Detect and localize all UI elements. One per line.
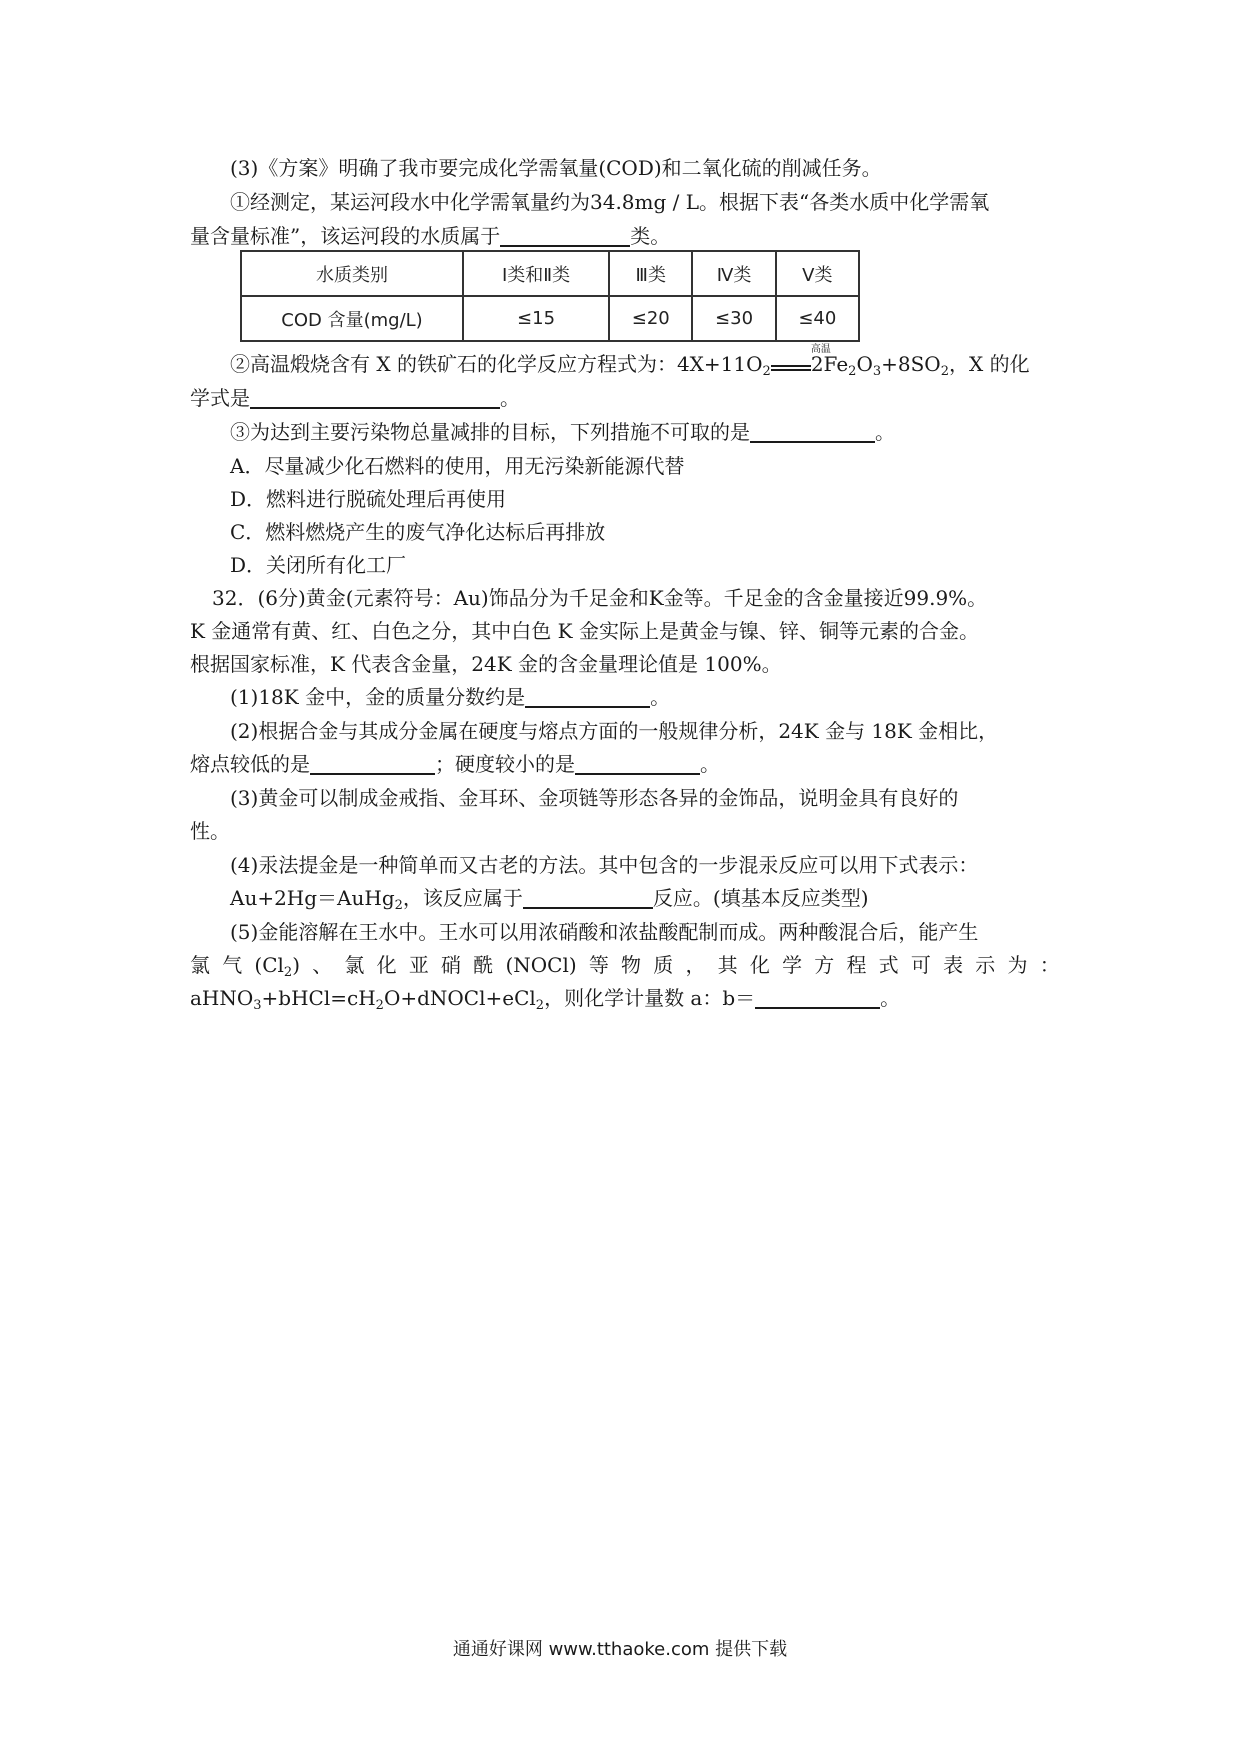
subscript: 2 xyxy=(283,965,293,980)
equation-text: O+dNOCl+eCl xyxy=(383,986,536,1010)
q32-p2-text: ；硬度较小的是 xyxy=(435,752,575,776)
q32-part3-line2: 性。 xyxy=(190,819,230,843)
text-char: 表 xyxy=(943,953,964,977)
equation-text: O xyxy=(856,352,873,376)
q32-part1 xyxy=(190,681,1060,714)
answer-blank-softer[interactable] xyxy=(575,751,700,775)
text-char: 质 xyxy=(653,953,674,977)
option-c: C．燃料燃烧产生的废气净化达标后再排放 xyxy=(230,520,606,544)
q31-s3-line xyxy=(190,416,1060,449)
subscript: 2 xyxy=(394,898,403,913)
table-cell: Ⅰ类和Ⅱ类 xyxy=(463,251,609,296)
text-char: 为 xyxy=(1007,953,1028,977)
reaction-arrow xyxy=(771,344,831,371)
text-char: 硝 xyxy=(441,953,462,977)
answer-blank-mass-fraction[interactable] xyxy=(525,684,650,708)
q32-p5-end: 。 xyxy=(880,986,901,1010)
table-cell: ≤40 xyxy=(776,296,859,341)
text-char: 、 xyxy=(312,953,333,977)
answer-blank-ratio[interactable] xyxy=(755,985,880,1009)
equation-text: Au+2Hg＝AuHg xyxy=(230,886,395,910)
table-cell: Ⅳ类 xyxy=(692,251,775,296)
q31-s2-text: 学式是 xyxy=(190,386,250,410)
q31-s3-end: 。 xyxy=(875,420,895,444)
subscript: 2 xyxy=(762,364,771,379)
subscript: 3 xyxy=(872,364,882,379)
text-char: ) xyxy=(292,953,301,977)
text-char: 化 xyxy=(749,953,770,977)
table-row xyxy=(241,296,859,341)
text-char: 酰 xyxy=(473,953,494,977)
q32-part4-line1: (4)汞法提金是一种简单而又古老的方法。其中包含的一步混汞反应可以用下式表示： xyxy=(230,853,979,877)
text-char: 氯 xyxy=(190,953,210,977)
equation-text: 2Fe xyxy=(810,352,849,376)
q32-part5-line2 xyxy=(190,949,1060,982)
text-char: 式 xyxy=(878,953,899,977)
table-cell: ≤30 xyxy=(692,296,775,341)
q32-part5-line1: (5)金能溶解在王水中。王水可以用浓硝酸和浓盐酸配制而成。两种酸混合后，能产生 xyxy=(230,920,979,944)
subscript: 2 xyxy=(375,998,384,1013)
text-char: 示 xyxy=(975,953,996,977)
text-char: (Cl xyxy=(254,953,284,977)
text-char: 氯 xyxy=(344,953,365,977)
q32-p2-end: 。 xyxy=(700,752,720,776)
q32-part4-line2 xyxy=(190,882,1060,915)
q32-intro-line2: K 金通常有黄、红、白色之分，其中白色 K 金实际上是黄金与镍、锌、铜等元素的合金。 xyxy=(190,619,979,643)
equation-text: +8SO xyxy=(881,352,941,376)
table-cell: ≤20 xyxy=(609,296,692,341)
q32-part3-line1: (3)黄金可以制成金戒指、金耳环、金项链等形态各异的金饰品，说明金具有良好的 xyxy=(230,786,959,810)
text-char: 等 xyxy=(588,953,609,977)
table-cell: COD 含量(mg/L) xyxy=(241,296,463,341)
text-char: 程 xyxy=(846,953,867,977)
text-char: 物 xyxy=(621,953,642,977)
answer-blank-formula-x[interactable] xyxy=(250,385,500,409)
table-cell: Ⅴ类 xyxy=(776,251,859,296)
equation-text: +bHCl=cH xyxy=(261,986,376,1010)
option-d1: D．燃料进行脱硫处理后再使用 xyxy=(230,487,507,511)
text-char: 可 xyxy=(910,953,931,977)
subscript: 2 xyxy=(940,364,949,379)
text-chunk xyxy=(254,949,300,982)
q31-s1-text: 量含量标准”，该运河段的水质属于 xyxy=(190,224,501,248)
equation-text: ②高温煅烧含有 X 的铁矿石的化学反应方程式为：4X+11O xyxy=(230,352,763,376)
subscript: 3 xyxy=(253,998,262,1013)
text-char: 其 xyxy=(717,953,738,977)
equation-text: aHNO xyxy=(190,986,254,1010)
q32-intro-line1: 32．(6分)黄金(元素符号：Au)饰品分为千足金和K金等。千足金的含金量接近99.9%。 xyxy=(212,586,988,610)
subscript: 2 xyxy=(848,364,857,379)
table-cell: ≤15 xyxy=(463,296,609,341)
q32-p2-text: 熔点较低的是 xyxy=(190,752,310,776)
text-char: ： xyxy=(1039,953,1060,977)
q32-part5-line3 xyxy=(190,982,1060,1015)
q31-s1-line1: ①经测定，某运河段水中化学需氧量约为34.8mg / L。根据下表“各类水质中化学需氧 xyxy=(230,190,990,214)
text-char: 化 xyxy=(376,953,397,977)
reaction-condition: 高温 xyxy=(810,344,831,355)
q31-s2-line2 xyxy=(190,382,1060,415)
q32-p1-text: (1)18K 金中，金的质量分数约是 xyxy=(230,685,526,709)
q32-part2-line2 xyxy=(190,748,1060,781)
cod-standard-table xyxy=(240,250,860,342)
text-char: ， xyxy=(685,953,706,977)
q31-s2-line1 xyxy=(190,344,1060,381)
text-char: 学 xyxy=(782,953,803,977)
answer-blank-measure[interactable] xyxy=(750,419,875,443)
option-a: A．尽量减少化石燃料的使用，用无污染新能源代替 xyxy=(230,454,685,478)
text-char: 亚 xyxy=(408,953,429,977)
table-header-row xyxy=(241,251,859,296)
q32-p5-text: ，则化学计量数 a：b＝ xyxy=(544,986,756,1010)
q32-part2-line1: (2)根据合金与其成分金属在硬度与熔点方面的一般规律分析，24K 金与 18K 金相比， xyxy=(230,719,999,743)
table-cell: Ⅲ类 xyxy=(609,251,692,296)
q32-intro-line3: 根据国家标准，K 代表含金量，24K 金的含金量理论值是 100%。 xyxy=(190,652,782,676)
answer-blank-reaction-type[interactable] xyxy=(523,885,653,909)
q31-s2-end: 。 xyxy=(500,386,520,410)
q32-p4-text: ，该反应属于 xyxy=(402,886,523,910)
text-char: (NOCl) xyxy=(505,953,577,977)
answer-blank-lower-melting[interactable] xyxy=(310,751,435,775)
q31-s1-line2 xyxy=(190,220,1060,253)
subscript: 2 xyxy=(535,998,545,1013)
q31-s3-text: ③为达到主要污染物总量减排的目标，下列措施不可取的是 xyxy=(230,420,750,444)
q31-part3-intro: (3)《方案》明确了我市要完成化学需氧量(COD)和二氧化硫的削减任务。 xyxy=(230,156,882,180)
q31-s1-end: 类。 xyxy=(630,224,671,248)
footer-source: 通通好课网 www.tthaoke.com 提供下载 xyxy=(452,1639,788,1660)
answer-blank-water-class[interactable] xyxy=(500,223,630,247)
option-d2: D．关闭所有化工厂 xyxy=(230,553,407,577)
text-char: 气 xyxy=(222,953,243,977)
q32-p4-end: 反应。(填基本反应类型) xyxy=(652,886,869,910)
equation-text: ，X 的化 xyxy=(949,352,1030,376)
q32-p1-end: 。 xyxy=(650,685,671,709)
table-cell: 水质类别 xyxy=(241,251,463,296)
text-char: 方 xyxy=(814,953,835,977)
